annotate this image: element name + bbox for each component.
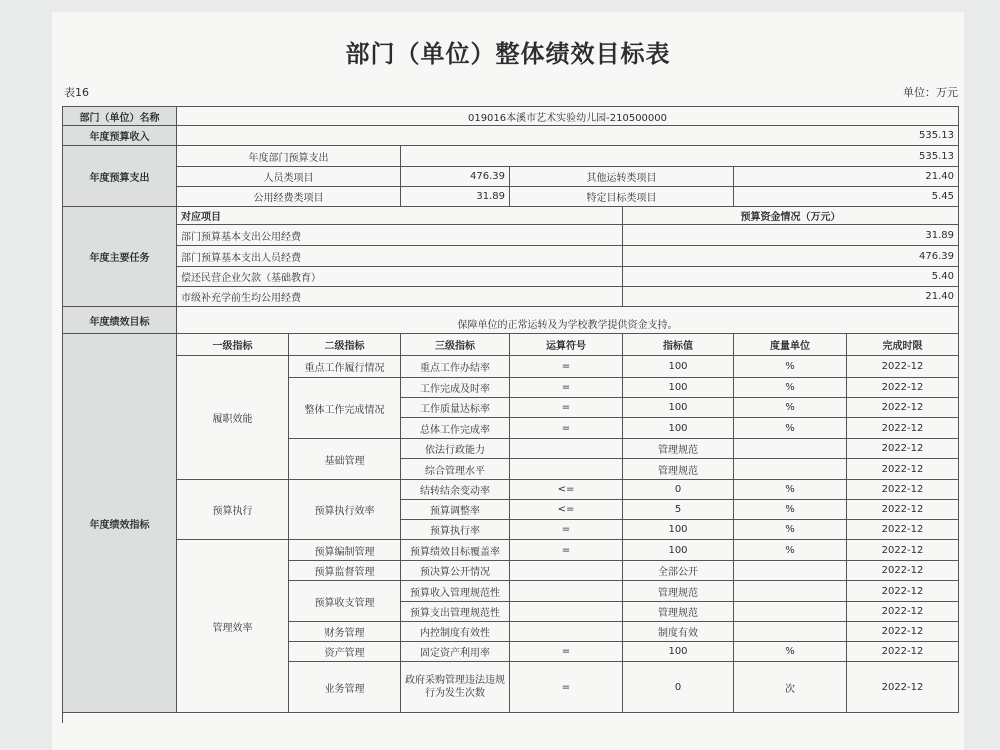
operator: = xyxy=(510,378,623,398)
dept-budget-label: 年度部门预算支出 xyxy=(177,146,401,167)
level2-indicator: 整体工作完成情况 xyxy=(289,378,401,439)
operator xyxy=(510,581,623,602)
task-fund: 21.40 xyxy=(623,287,959,307)
other-operation-value: 21.40 xyxy=(734,167,959,187)
level3-indicator: 结转结余变动率 xyxy=(401,480,510,500)
task-item: 偿还民营企业欠款（基础教育） xyxy=(177,267,623,287)
target-value: 100 xyxy=(623,398,734,418)
deadline: 2022-12 xyxy=(847,622,959,642)
level3-indicator: 工作完成及时率 xyxy=(401,378,510,398)
target-value: 制度有效 xyxy=(623,622,734,642)
level2-indicator: 预算收支管理 xyxy=(289,581,401,622)
dept-name-label: 部门（单位）名称 xyxy=(63,107,177,126)
income-label: 年度预算收入 xyxy=(63,126,177,146)
document-sheet xyxy=(52,12,964,750)
personnel-label: 人员类项目 xyxy=(177,167,401,187)
level2-indicator: 重点工作履行情况 xyxy=(289,356,401,378)
measure-unit xyxy=(734,622,847,642)
income-value: 535.13 xyxy=(177,126,959,146)
deadline: 2022-12 xyxy=(847,500,959,520)
indicator-header: 完成时限 xyxy=(847,334,959,356)
measure-unit: % xyxy=(734,642,847,662)
indicator-header: 二级指标 xyxy=(289,334,401,356)
level2-indicator: 预算执行效率 xyxy=(289,480,401,540)
operator xyxy=(510,561,623,581)
page-title: 部门（单位）整体绩效目标表 xyxy=(345,40,671,68)
target-value: 管理规范 xyxy=(623,439,734,459)
operator: = xyxy=(510,520,623,540)
deadline: 2022-12 xyxy=(847,418,959,439)
operator xyxy=(510,439,623,459)
deadline: 2022-12 xyxy=(847,662,959,713)
deadline: 2022-12 xyxy=(847,356,959,378)
operator: = xyxy=(510,540,623,561)
measure-unit: % xyxy=(734,480,847,500)
operator xyxy=(510,622,623,642)
level3-indicator: 预算绩效目标覆盖率 xyxy=(401,540,510,561)
operator: = xyxy=(510,398,623,418)
level2-indicator: 预算编制管理 xyxy=(289,540,401,561)
operator: = xyxy=(510,662,623,713)
personnel-value: 476.39 xyxy=(401,167,510,187)
measure-unit xyxy=(734,459,847,480)
tasks-label: 年度主要任务 xyxy=(63,207,177,307)
public-expense-label: 公用经费类项目 xyxy=(177,187,401,207)
measure-unit xyxy=(734,439,847,459)
measure-unit: % xyxy=(734,500,847,520)
tasks-col-item: 对应项目 xyxy=(177,207,623,225)
task-fund: 5.40 xyxy=(623,267,959,287)
level3-indicator: 工作质量达标率 xyxy=(401,398,510,418)
measure-unit: % xyxy=(734,418,847,439)
indicator-header: 一级指标 xyxy=(177,334,289,356)
level3-indicator: 重点工作办结率 xyxy=(401,356,510,378)
expense-label: 年度预算支出 xyxy=(63,146,177,207)
level2-indicator: 财务管理 xyxy=(289,622,401,642)
level1-indicator: 预算执行 xyxy=(177,480,289,540)
target-value: 100 xyxy=(623,378,734,398)
level2-indicator: 基础管理 xyxy=(289,439,401,480)
level3-indicator: 固定资产利用率 xyxy=(401,642,510,662)
indicators-label: 年度绩效指标 xyxy=(63,334,177,713)
task-item: 部门预算基本支出公用经费 xyxy=(177,225,623,246)
table-number: 表16 xyxy=(64,86,89,99)
measure-unit: % xyxy=(734,398,847,418)
task-fund: 476.39 xyxy=(623,246,959,267)
specific-target-value: 5.45 xyxy=(734,187,959,207)
operator xyxy=(510,602,623,622)
deadline: 2022-12 xyxy=(847,540,959,561)
specific-target-label: 特定目标类项目 xyxy=(510,187,734,207)
goal-label: 年度绩效目标 xyxy=(63,307,177,334)
dept-budget-value: 535.13 xyxy=(401,146,959,167)
deadline: 2022-12 xyxy=(847,561,959,581)
performance-table xyxy=(62,106,959,723)
measure-unit xyxy=(734,561,847,581)
measure-unit xyxy=(734,581,847,602)
target-value: 100 xyxy=(623,356,734,378)
level3-indicator: 内控制度有效性 xyxy=(401,622,510,642)
deadline: 2022-12 xyxy=(847,642,959,662)
operator: = xyxy=(510,642,623,662)
level3-indicator: 总体工作完成率 xyxy=(401,418,510,439)
deadline: 2022-12 xyxy=(847,602,959,622)
level2-indicator: 业务管理 xyxy=(289,662,401,713)
indicator-header: 三级指标 xyxy=(401,334,510,356)
level1-indicator: 管理效率 xyxy=(177,540,289,713)
other-operation-label: 其他运转类项目 xyxy=(510,167,734,187)
target-value: 100 xyxy=(623,540,734,561)
measure-unit: % xyxy=(734,520,847,540)
indicator-header: 指标值 xyxy=(623,334,734,356)
target-value: 0 xyxy=(623,480,734,500)
unit-note: 单位：万元 xyxy=(903,86,958,99)
level3-indicator: 预算收入管理规范性 xyxy=(401,581,510,602)
level3-indicator: 预算执行率 xyxy=(401,520,510,540)
level2-indicator: 预算监督管理 xyxy=(289,561,401,581)
deadline: 2022-12 xyxy=(847,581,959,602)
measure-unit xyxy=(734,602,847,622)
level3-indicator: 政府采购管理违法违规行为发生次数 xyxy=(401,662,510,713)
indicator-header: 运算符号 xyxy=(510,334,623,356)
operator: <= xyxy=(510,500,623,520)
measure-unit: % xyxy=(734,540,847,561)
level3-indicator: 综合管理水平 xyxy=(401,459,510,480)
target-value: 管理规范 xyxy=(623,581,734,602)
operator: <= xyxy=(510,480,623,500)
level3-indicator: 预决算公开情况 xyxy=(401,561,510,581)
target-value: 管理规范 xyxy=(623,459,734,480)
level3-indicator: 依法行政能力 xyxy=(401,439,510,459)
measure-unit: 次 xyxy=(734,662,847,713)
deadline: 2022-12 xyxy=(847,398,959,418)
deadline: 2022-12 xyxy=(847,439,959,459)
goal-text: 保障单位的正常运转及为学校教学提供资金支持。 xyxy=(177,307,959,334)
operator: = xyxy=(510,418,623,439)
deadline: 2022-12 xyxy=(847,520,959,540)
public-expense-value: 31.89 xyxy=(401,187,510,207)
target-value: 100 xyxy=(623,418,734,439)
target-value: 100 xyxy=(623,642,734,662)
target-value: 100 xyxy=(623,520,734,540)
level1-indicator: 履职效能 xyxy=(177,356,289,480)
level2-indicator: 资产管理 xyxy=(289,642,401,662)
deadline: 2022-12 xyxy=(847,480,959,500)
level3-indicator: 预算调整率 xyxy=(401,500,510,520)
task-item: 市级补充学前生均公用经费 xyxy=(177,287,623,307)
indicator-header: 度量单位 xyxy=(734,334,847,356)
measure-unit: % xyxy=(734,378,847,398)
target-value: 5 xyxy=(623,500,734,520)
target-value: 管理规范 xyxy=(623,602,734,622)
task-item: 部门预算基本支出人员经费 xyxy=(177,246,623,267)
operator: = xyxy=(510,356,623,378)
dept-name-value: 019016本溪市艺术实验幼儿园-210500000 xyxy=(177,107,959,126)
deadline: 2022-12 xyxy=(847,378,959,398)
level3-indicator: 预算支出管理规范性 xyxy=(401,602,510,622)
deadline: 2022-12 xyxy=(847,459,959,480)
tasks-col-fund: 预算资金情况（万元） xyxy=(623,207,959,225)
task-fund: 31.89 xyxy=(623,225,959,246)
measure-unit: % xyxy=(734,356,847,378)
target-value: 0 xyxy=(623,662,734,713)
operator xyxy=(510,459,623,480)
target-value: 全部公开 xyxy=(623,561,734,581)
